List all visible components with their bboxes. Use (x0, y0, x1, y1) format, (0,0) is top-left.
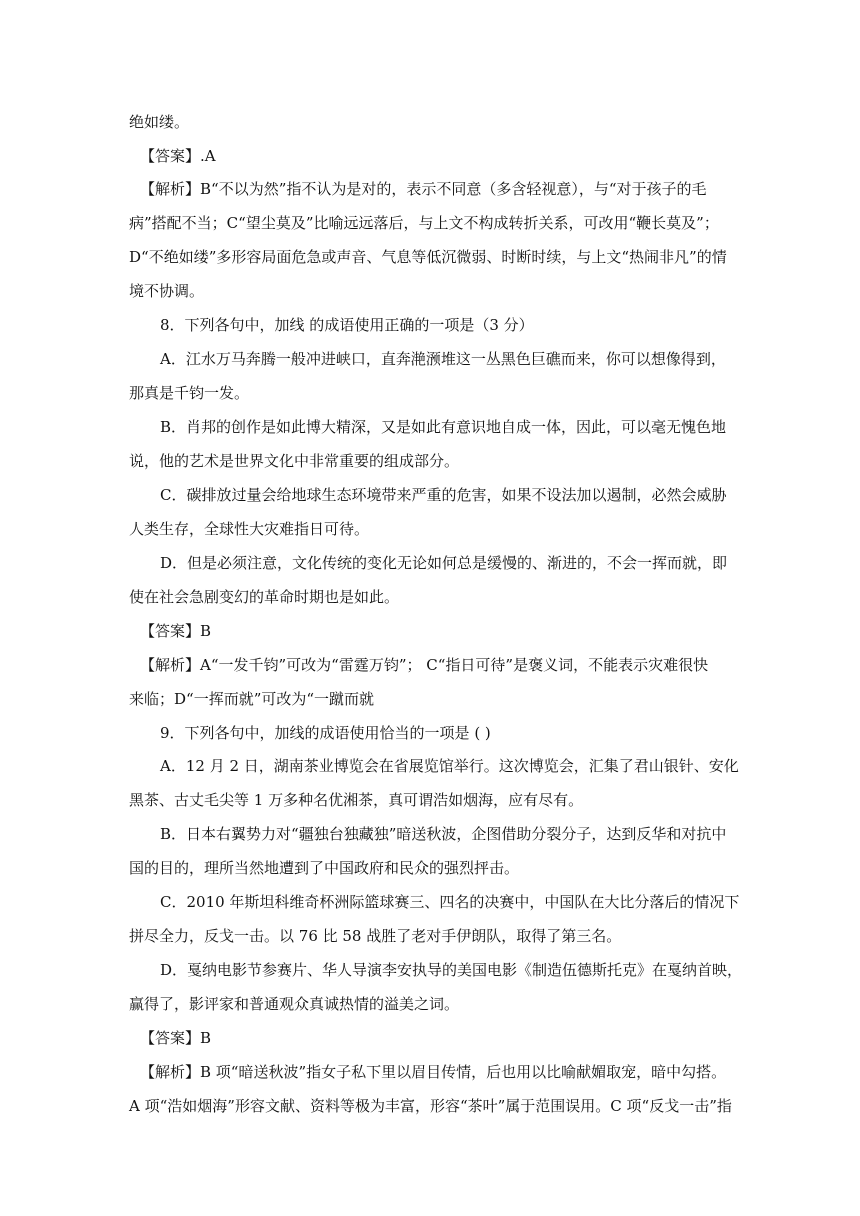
question-line: 8．下列各句中，加线 的成语使用正确的一项是（3 分） (160, 316, 534, 334)
option-line: D．戛纳电影节参赛片、华人导演李安执导的美国电影《制造伍德斯托克》在戛纳首映， (160, 961, 743, 979)
text-line: 赢得了，影评家和普通观众真诚热情的溢美之词。 (129, 995, 460, 1013)
text-line: 病”搭配不当；C“望尘莫及”比喻远远落后，与上文不构成转折关系，可改用“鞭长莫及”； (129, 214, 719, 232)
text-line: 绝如缕。 (129, 113, 190, 131)
option-line: C．碳排放过量会给地球生态环境带来严重的危害，如果不设法加以遏制，必然会威胁 (160, 486, 727, 504)
option-line: A．12 月 2 日，湖南茶业博览会在省展览馆举行。这次博览会，汇集了君山银针、安化 (160, 757, 739, 775)
answer-line: 【答案】.A (140, 147, 216, 165)
answer-line: 【答案】B (140, 622, 212, 640)
answer-line: 【答案】B (140, 1029, 212, 1047)
text-line: D“不绝如缕”多形容局面危急或声音、气息等低沉微弱、时断时续，与上文“热闹非凡”的情 (129, 248, 727, 266)
analysis-line: 【解析】B“不以为然”指不认为是对的，表示不同意（多含轻视意），与“对于孩子的毛 (140, 180, 707, 198)
text-line: 来临；D“一挥而就”可改为“一蹴而就 (129, 690, 375, 708)
text-line: 使在社会急剧变幻的革命时期也是如此。 (129, 588, 400, 606)
text-line: 黑茶、古丈毛尖等 1 万多种名优湘茶，真可谓浩如烟海，应有尽有。 (129, 791, 584, 809)
option-line: B．肖邦的创作是如此博大精深，又是如此有意识地自成一体，因此，可以毫无愧色地 (160, 418, 727, 436)
analysis-line: 【解析】A“一发千钧”可改为“雷霆万钧”； C“指日可待”是褒义词，不能表示灾难很快 (140, 656, 709, 674)
text-line: A 项“浩如烟海”形容文献、资料等极为丰富，形容“茶叶”属于范围误用。C 项“反戈一击”指 (129, 1097, 732, 1115)
option-line: B．日本右翼势力对“疆独台独藏独”暗送秋波，企图借助分裂分子，达到反华和对抗中 (160, 825, 727, 843)
text-line: 国的目的，理所当然地遭到了中国政府和民众的强烈抨击。 (129, 859, 520, 877)
text-line: 拼尽全力，反戈一击。以 76 比 58 战胜了老对手伊朗队，取得了第三名。 (129, 927, 622, 945)
option-line: A．江水万马奔腾一般冲进峡口，直奔滟滪堆这一丛黑色巨礁而来，你可以想像得到， (160, 350, 726, 368)
analysis-line: 【解析】B 项“暗送秋波”指女子私下里以眉目传情，后也用以比喻献媚取宠，暗中勾搭。 (140, 1063, 727, 1081)
text-line: 人类生存，全球性大灾难指日可待。 (129, 520, 370, 538)
option-line: C．2010 年斯坦科维奇杯洲际篮球赛三、四名的决赛中，中国队在大比分落后的情况下 (160, 893, 740, 911)
text-line: 那真是千钧一发。 (129, 384, 250, 402)
text-line: 境不协调。 (129, 282, 205, 300)
text-line: 说，他的艺术是世界文化中非常重要的组成部分。 (129, 452, 460, 470)
question-line: 9．下列各句中，加线的成语使用恰当的一项是 ( ) (160, 724, 491, 742)
option-line: D．但是必须注意，文化传统的变化无论如何总是缓慢的、渐进的，不会一挥而就，即 (160, 554, 728, 572)
